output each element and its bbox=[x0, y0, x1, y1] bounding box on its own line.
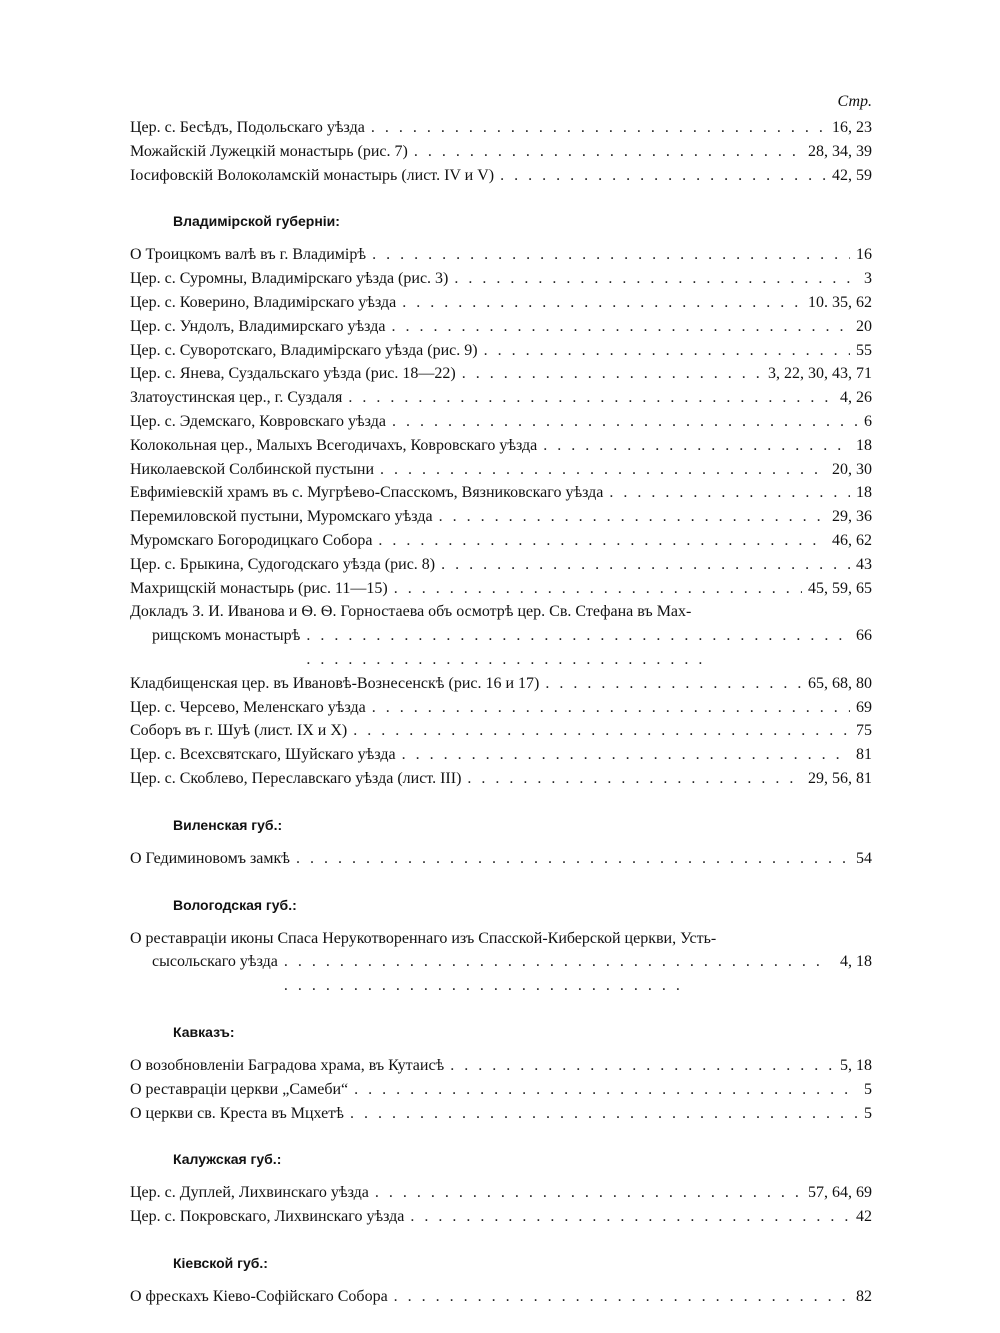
section-spacer bbox=[130, 1229, 872, 1251]
section-spacer bbox=[130, 871, 872, 893]
entry-title: Цер. с. Скоблево, Переславскаго уѣзда (лист. III) bbox=[130, 769, 462, 787]
index-section bbox=[130, 1125, 872, 1229]
entry-continuation bbox=[130, 950, 872, 998]
index-entry bbox=[130, 927, 872, 998]
entry-pages: 43 bbox=[856, 555, 872, 573]
entry-title: Цер. с. Покровскаго, Лихвинскаго уѣзда bbox=[130, 1208, 405, 1226]
index-entry bbox=[130, 1205, 872, 1229]
entry-pages: 75 bbox=[856, 722, 872, 740]
leader-dots bbox=[296, 847, 850, 871]
entry-title: О церкви св. Креста въ Мцхетѣ bbox=[130, 1104, 344, 1122]
index-entry bbox=[130, 291, 872, 315]
index-entry bbox=[130, 600, 872, 671]
index-section bbox=[130, 187, 872, 790]
entry-title: Можайскій Лужецкій монастырь (рис. 7) bbox=[130, 142, 408, 160]
leader-dots bbox=[543, 434, 850, 458]
index-entry bbox=[130, 267, 872, 291]
index-entry bbox=[130, 505, 872, 529]
index-entry bbox=[130, 577, 872, 601]
leader-dots bbox=[609, 481, 850, 505]
leader-dots bbox=[394, 577, 802, 601]
index-entry bbox=[130, 481, 872, 505]
entry-pages: 81 bbox=[856, 746, 872, 764]
index-entry bbox=[130, 529, 872, 553]
entry-title: Цер. с. Суворотскаго, Владимірскаго уѣзда (рис. 9) bbox=[130, 341, 478, 359]
entry-title: О возобновленіи Баградова храма, въ Кутаисѣ bbox=[130, 1056, 445, 1074]
leader-dots bbox=[375, 1181, 802, 1205]
index-entry bbox=[130, 743, 872, 767]
entry-pages: 4, 18 bbox=[840, 953, 872, 971]
entry-pages: 20 bbox=[856, 317, 872, 335]
index-entry bbox=[130, 847, 872, 871]
entry-pages: 29, 36 bbox=[832, 508, 872, 526]
entry-title: Колокольная цер., Малыхъ Всегодичахъ, Ковровскаго уѣзда bbox=[130, 436, 538, 454]
section-spacer bbox=[130, 791, 872, 813]
entry-title: Цер. с. Ундолъ, Владимирскаго уѣзда bbox=[130, 317, 386, 335]
entry-pages: 3, 22, 30, 43, 71 bbox=[768, 365, 872, 383]
index-section bbox=[130, 998, 872, 1125]
index-entry bbox=[130, 767, 872, 791]
index-entry bbox=[130, 1102, 872, 1126]
leader-dots bbox=[354, 1078, 858, 1102]
entry-pages: 42, 59 bbox=[832, 166, 872, 184]
index-sections bbox=[130, 116, 872, 1309]
index-entry bbox=[130, 315, 872, 339]
entry-pages: 5 bbox=[864, 1104, 872, 1122]
entry-title: Перемиловской пустыни, Муромскаго уѣзда bbox=[130, 508, 433, 526]
entry-pages: 55 bbox=[856, 341, 872, 359]
leader-dots bbox=[402, 291, 802, 315]
entry-pages: 54 bbox=[856, 849, 872, 867]
leader-dots bbox=[378, 529, 826, 553]
page-column-label: Стр. bbox=[837, 93, 872, 110]
entry-title-continued: сысольскаго уѣзда bbox=[152, 953, 278, 971]
entry-title: Николаевской Солбинской пустыни bbox=[130, 460, 375, 478]
section-heading: Кавказъ: bbox=[173, 1023, 235, 1040]
entry-title: О фрескахъ Кіево-Софійскаго Собора bbox=[130, 1287, 388, 1305]
entry-continuation bbox=[130, 624, 872, 672]
entry-pages: 16, 23 bbox=[832, 119, 872, 136]
section-spacer bbox=[130, 1125, 872, 1147]
index-section bbox=[130, 871, 872, 998]
section-heading: Вологодская губ.: bbox=[173, 896, 297, 913]
entry-title: Соборъ въ г. Шуѣ (лист. IX и X) bbox=[130, 722, 348, 740]
leader-dots bbox=[380, 458, 826, 482]
entry-pages: 29, 56, 81 bbox=[808, 769, 872, 787]
leader-dots bbox=[467, 767, 802, 791]
entry-title: Евфиміевскій храмъ въ с. Мугрѣево-Спасскомъ, Вязниковскаго уѣзда bbox=[130, 484, 604, 502]
entry-title: Махрищскій монастырь (рис. 11—15) bbox=[130, 579, 388, 597]
index-entry bbox=[130, 410, 872, 434]
entry-pages: 46, 62 bbox=[832, 531, 872, 549]
entry-title: Цер. с. Дуплей, Лихвинскаго уѣзда bbox=[130, 1184, 369, 1202]
index-entry bbox=[130, 672, 872, 696]
entry-title: Цер. с. Бесѣдъ, Подольскаго уѣзда bbox=[130, 119, 365, 136]
leader-dots bbox=[545, 672, 802, 696]
entry-pages: 69 bbox=[856, 698, 872, 716]
index-entry bbox=[130, 116, 872, 140]
leader-dots bbox=[439, 505, 826, 529]
leader-dots bbox=[402, 743, 850, 767]
index-page bbox=[130, 92, 872, 1309]
leader-dots bbox=[306, 624, 850, 672]
index-entry bbox=[130, 719, 872, 743]
index-entry bbox=[130, 1054, 872, 1078]
index-entry bbox=[130, 140, 872, 164]
index-entry bbox=[130, 164, 872, 188]
entry-pages: 18 bbox=[856, 484, 872, 502]
index-entry bbox=[130, 1078, 872, 1102]
entry-pages: 45, 59, 65 bbox=[808, 579, 872, 597]
entry-title: Докладъ З. И. Иванова и Ѳ. Ѳ. Горностаева объ осмотрѣ цер. Св. Стефана въ Мах- bbox=[130, 603, 692, 621]
entry-title: Кладбищенская цер. въ Ивановѣ-Вознесенскѣ (рис. 16 и 17) bbox=[130, 674, 540, 692]
index-entry bbox=[130, 458, 872, 482]
entry-pages: 18 bbox=[856, 436, 872, 454]
index-entry bbox=[130, 1181, 872, 1205]
entry-pages: 5 bbox=[864, 1080, 872, 1098]
entry-title: Іосифовскій Волоколамскій монастырь (лист. IV и V) bbox=[130, 166, 495, 184]
leader-dots bbox=[454, 267, 858, 291]
index-entry bbox=[130, 1285, 872, 1309]
index-entry bbox=[130, 386, 872, 410]
leader-dots bbox=[450, 1054, 834, 1078]
leader-dots bbox=[371, 116, 826, 140]
entry-pages: 66 bbox=[856, 627, 872, 645]
leader-dots bbox=[372, 243, 850, 267]
index-section bbox=[130, 116, 872, 187]
entry-pages: 57, 64, 69 bbox=[808, 1184, 872, 1202]
leader-dots bbox=[372, 696, 850, 720]
entry-title: О Гедиминовомъ замкѣ bbox=[130, 849, 290, 867]
entry-pages: 16 bbox=[856, 246, 872, 264]
entry-title: Цер. с. Эдемскаго, Ковровскаго уѣзда bbox=[130, 412, 386, 430]
leader-dots bbox=[414, 140, 802, 164]
entry-pages: 10. 35, 62 bbox=[808, 293, 872, 311]
leader-dots bbox=[350, 1102, 858, 1126]
entry-title: Цер. с. Янева, Суздальскаго уѣзда (рис. 18—22) bbox=[130, 365, 456, 383]
entry-title: Цер. с. Коверино, Владимірскаго уѣзда bbox=[130, 293, 397, 311]
leader-dots bbox=[462, 362, 762, 386]
section-spacer bbox=[130, 998, 872, 1020]
entry-pages: 28, 34, 39 bbox=[808, 142, 872, 160]
entry-title: О реставраціи иконы Спаса Нерукотвореннаго изъ Спасской-Киберской церкви, Усть- bbox=[130, 929, 717, 947]
index-entry bbox=[130, 243, 872, 267]
index-entry bbox=[130, 339, 872, 363]
section-heading: Кіевской губ.: bbox=[173, 1254, 268, 1271]
entry-pages: 65, 68, 80 bbox=[808, 674, 872, 692]
index-entry bbox=[130, 696, 872, 720]
section-spacer bbox=[130, 187, 872, 209]
entry-title: Муромскаго Богородицкаго Собора bbox=[130, 531, 373, 549]
leader-dots bbox=[353, 719, 850, 743]
entry-title: Цер. с. Суромны, Владимірскаго уѣзда (рис. 3) bbox=[130, 270, 449, 288]
entry-title: О реставраціи церкви „Самеби“ bbox=[130, 1080, 349, 1098]
entry-pages: 82 bbox=[856, 1287, 872, 1305]
leader-dots bbox=[394, 1285, 850, 1309]
entry-title: Цер. с. Брыкина, Судогодскаго уѣзда (рис. 8) bbox=[130, 555, 436, 573]
section-heading: Владимірской губерніи: bbox=[173, 213, 340, 230]
entry-pages: 5, 18 bbox=[840, 1056, 872, 1074]
leader-dots bbox=[484, 339, 850, 363]
index-entry bbox=[130, 434, 872, 458]
entry-title: О Троицкомъ валѣ въ г. Владимірѣ bbox=[130, 246, 367, 264]
leader-dots bbox=[391, 315, 850, 339]
entry-title-continued: рищскомъ монастырѣ bbox=[152, 627, 301, 645]
index-section bbox=[130, 1229, 872, 1309]
index-entry bbox=[130, 553, 872, 577]
leader-dots bbox=[500, 164, 826, 188]
entry-title: Цер. с. Черсево, Меленскаго уѣзда bbox=[130, 698, 366, 716]
entry-pages: 20, 30 bbox=[832, 460, 872, 478]
index-entry bbox=[130, 362, 872, 386]
entry-title: Златоустинская цер., г. Суздаля bbox=[130, 389, 343, 407]
entry-title: Цер. с. Всехсвятскаго, Шуйскаго уѣзда bbox=[130, 746, 396, 764]
section-heading: Виленская губ.: bbox=[173, 816, 283, 833]
leader-dots bbox=[348, 386, 834, 410]
leader-dots bbox=[410, 1205, 850, 1229]
entry-pages: 4, 26 bbox=[840, 389, 872, 407]
section-heading: Калужская губ.: bbox=[173, 1151, 282, 1168]
leader-dots bbox=[441, 553, 850, 577]
leader-dots bbox=[392, 410, 858, 434]
entry-pages: 3 bbox=[864, 270, 872, 288]
leader-dots bbox=[284, 950, 834, 998]
entry-pages: 6 bbox=[864, 412, 872, 430]
entry-pages: 42 bbox=[856, 1208, 872, 1226]
index-section bbox=[130, 791, 872, 871]
